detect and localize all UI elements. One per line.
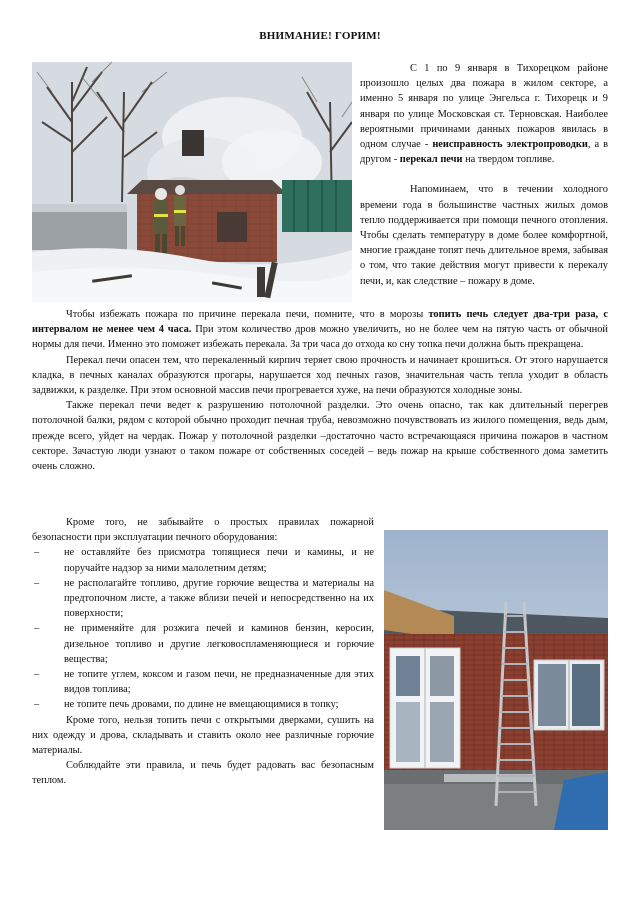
paragraph-final: Соблюдайте эти правила, и печь будет радовать вас безопасным теплом. <box>32 760 374 787</box>
intro-text <box>360 61 608 289</box>
fire-photo <box>32 62 352 302</box>
rule-item: – не располагайте топливо, другие горючие вещества и материалы на предтопочном листе, а также вблизи печей и непосредственно на их поверхности; <box>34 577 374 620</box>
intro-paragraph-2: Напоминаем, что в течении холодного времени года в большинстве частных жилых домов тепло поддерживается при помощи печного отопления. Чтобы сделать температуру в доме более комфортной, многие граждане топят печь длительное время, забывая о том, что такие действия могут привести к перекалу печи, и, как следствие – пожару в доме. <box>360 184 608 287</box>
fire-photo-scene <box>32 62 352 302</box>
rule-item: – не применяйте для розжига печей и каминов бензин, керосин, дизельное топливо и другие легковоспламеняющиеся и горючие вещества; <box>34 623 374 665</box>
paragraph-extra: Кроме того, нельзя топить печи с открытыми дверками, сушить на них одежду и дрова, складывать и ставить около нее различные горючие материалы. <box>32 714 374 757</box>
ladder-photo-scene <box>384 530 608 830</box>
intro-paragraph-1: С 1 по 9 января в Тихорецком районе произошло целых два пожара в жилом секторе, а именно 5 января по улице Энгельса г. Тихорецк и 9 января по улице Московская ст. Терновская. Наиболее вероятными причинами данных пожаров явилась в одном случае - неисправность электропроводки, а в другом - перекал печи на твердом топливе. <box>360 63 608 166</box>
paragraph-4: Перекал печи опасен тем, что перекаленный кирпич теряет свою прочность и начинает крошиться. От этого нарушается кладка, в печных каналах образуются прогары, нарушается ход печных газов, значительная часть тепла уходит в область задвижки, к разделке. При этом основной массив печи прогревается хуже, на печи образуются холодные зоны. <box>32 354 608 397</box>
safety-rules <box>32 515 374 789</box>
paragraph-5: Также перекал печи ведет к разрушению потолочной разделки. Это очень опасно, так как длительный перегрев потолочной балки, рядом с которой обычно проходит печная труба, невозможно почувствовать из жилого помещения, ведь дым, прежде всего, уйдет на чердак. Пожар у потолочной разделки –достаточно часто встречающаяся причина пожаров в частном секторе. Зачастую люди узнают о таком пожаре от собственных соседей – ведь пожар на крыше собственного дома заметить очень сложно. <box>32 400 608 473</box>
paragraph-3: Чтобы избежать пожара по причине перекала печи, помните, что в морозы топить печь следует два-три раза, с интервалом не менее чем 4 часа. При этом количество дров можно увеличить, но не более чем на пятую часть от обычной нормы для печи. Именно это поможет избежать перекала. За три часа до отхода ко сну топка печи должна быть прекращена. <box>32 309 608 351</box>
rule-item: – не топите печь дровами, по длине не вмещающимися в топку; <box>34 699 339 711</box>
page-title: ВНИМАНИЕ! ГОРИМ! <box>259 30 381 42</box>
rule-item: – не оставляйте без присмотра топящиеся печи и камины, и не поручайте надзор за ними малолетним детям; <box>34 547 374 574</box>
rules-intro: Кроме того, не забывайте о простых правилах пожарной безопасности при эксплуатации печного оборудования: <box>32 517 374 544</box>
main-text <box>32 307 608 474</box>
rule-item: – не топите углем, коксом и газом печи, не предназначенные для этих видов топлива; <box>34 669 374 696</box>
ladder-photo <box>384 530 608 830</box>
